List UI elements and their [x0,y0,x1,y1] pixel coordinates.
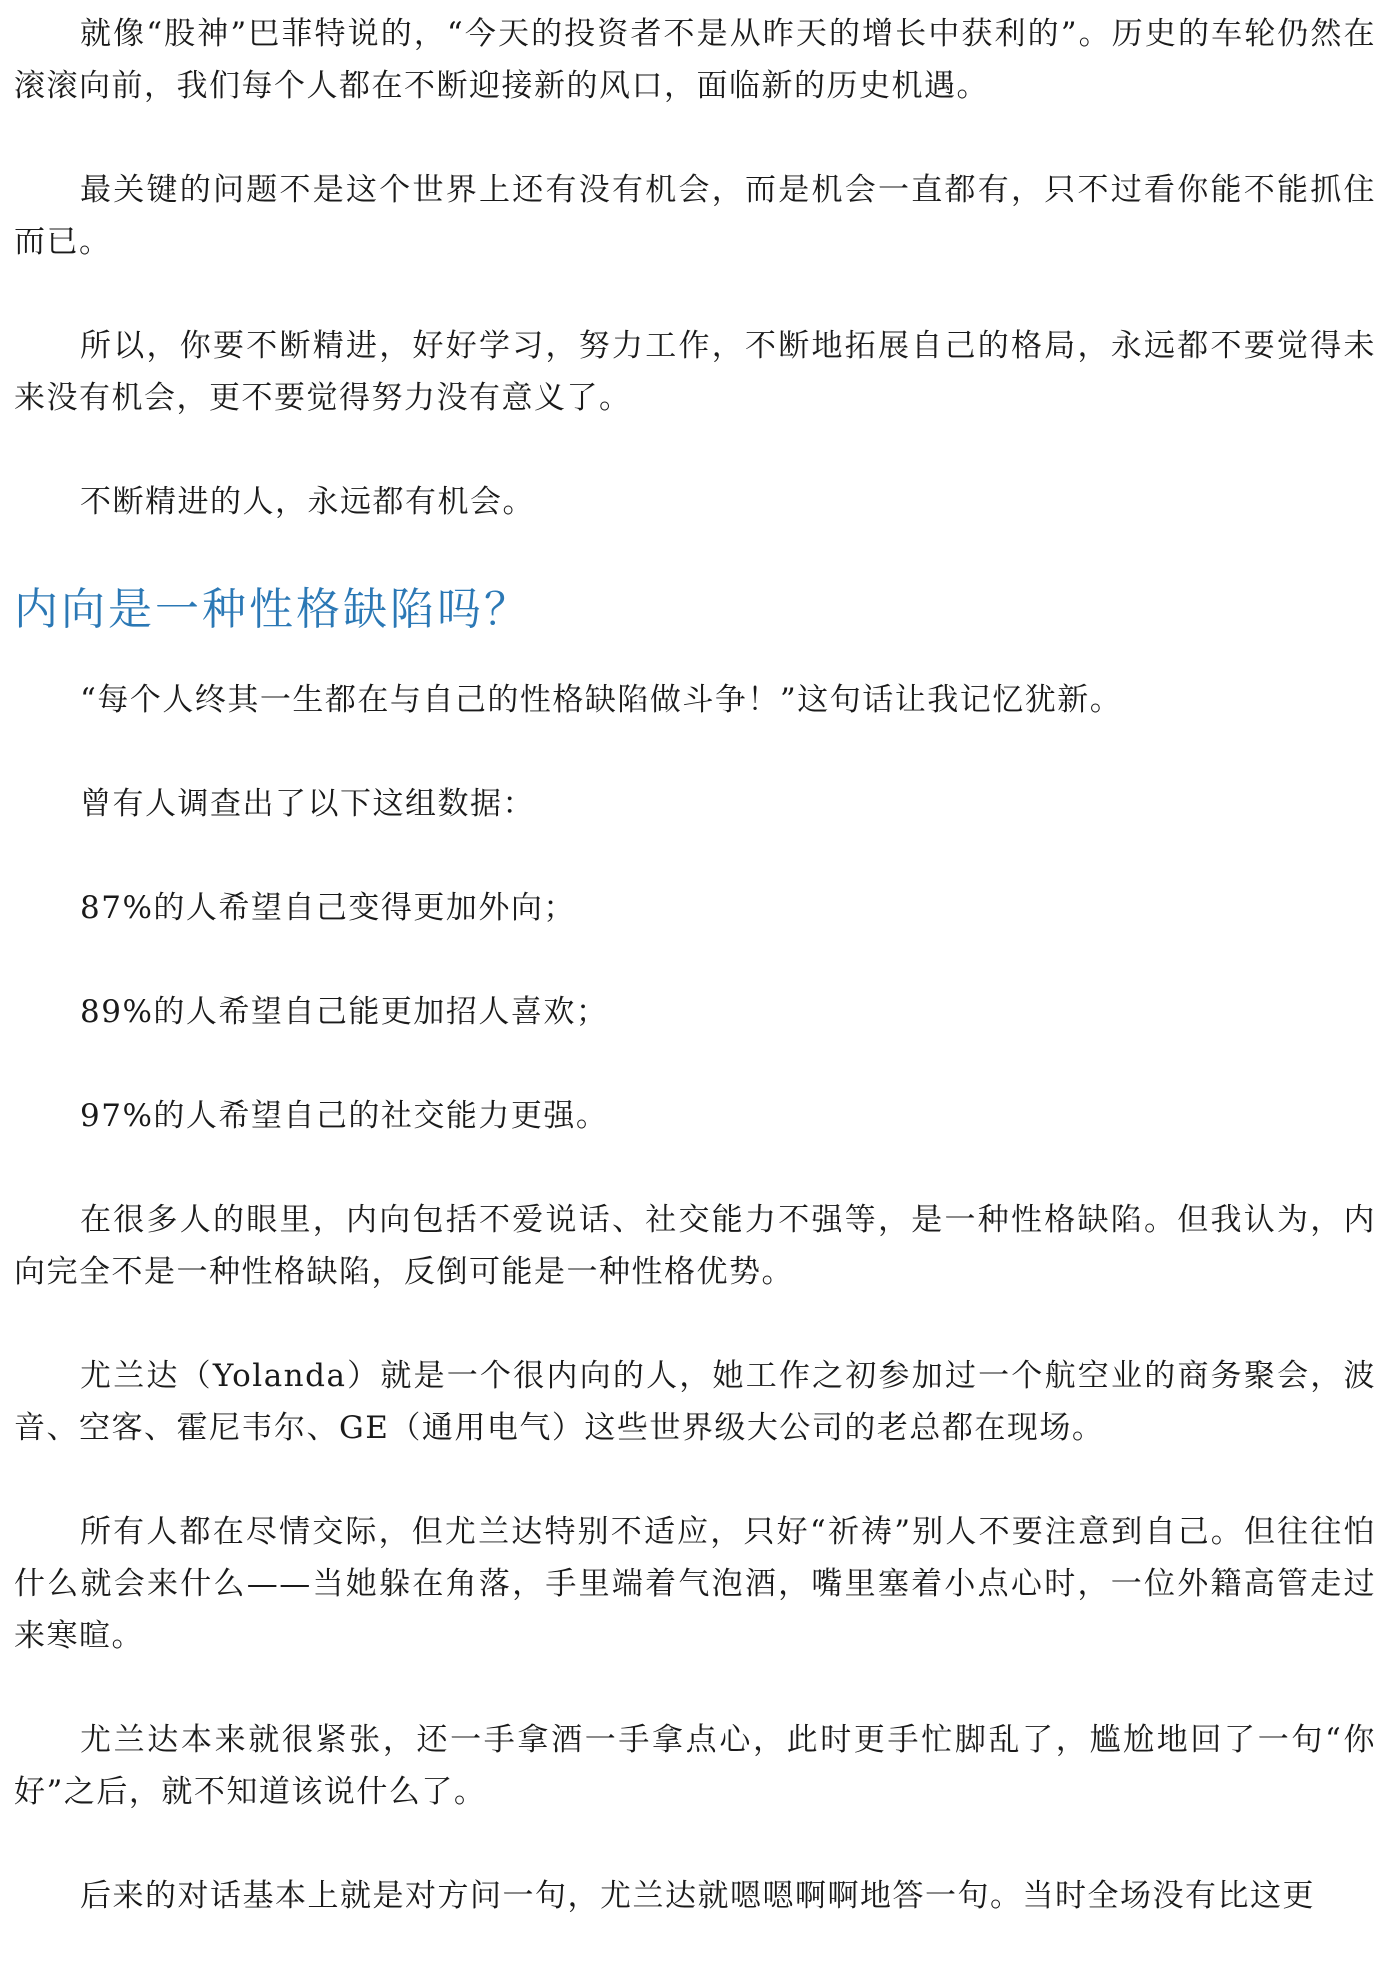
paragraph: 所以，你要不断精进，好好学习，努力工作，不断地拓展自己的格局，永远都不要觉得未来没有机会，更不要觉得努力没有意义了。 [14,328,1376,416]
paragraph: 所有人都在尽情交际，但尤兰达特别不适应，只好“祈祷”别人不要注意到自己。但往往怕什么就会来什么——当她躲在角落，手里端着气泡酒，嘴里塞着小点心时，一位外籍高管走过来寒暄。 [14,1514,1376,1654]
statistic-line: 87%的人希望自己变得更加外向； [80,890,576,926]
paragraph: 后来的对话基本上就是对方问一句，尤兰达就嗯嗯啊啊地答一句。当时全场没有比这更 [80,1878,1315,1914]
paragraph: 尤兰达本来就很紧张，还一手拿酒一手拿点心，此时更手忙脚乱了，尴尬地回了一句“你好”之后，就不知道该说什么了。 [14,1722,1376,1810]
statistic-line: 97%的人希望自己的社交能力更强。 [80,1098,609,1134]
paragraph: 在很多人的眼里，内向包括不爱说话、社交能力不强等，是一种性格缺陷。但我认为，内向完全不是一种性格缺陷，反倒可能是一种性格优势。 [14,1202,1376,1290]
paragraph: 就像“股神”巴菲特说的，“今天的投资者不是从昨天的增长中获利的”。历史的车轮仍然在滚滚向前，我们每个人都在不断迎接新的风口，面临新的历史机遇。 [14,16,1376,104]
paragraph: 曾有人调查出了以下这组数据： [80,786,535,822]
statistic-line: 89%的人希望自己能更加招人喜欢； [80,994,609,1030]
paragraph: 不断精进的人，永远都有机会。 [80,484,535,520]
section-heading: 内向是一种性格缺陷吗？ [14,584,531,635]
paragraph: 最关键的问题不是这个世界上还有没有机会，而是机会一直都有，只不过看你能不能抓住而已。 [14,172,1376,260]
paragraph: 尤兰达（Yolanda）就是一个很内向的人，她工作之初参加过一个航空业的商务聚会，波音、空客、霍尼韦尔、GE（通用电气）这些世界级大公司的老总都在现场。 [14,1358,1376,1446]
document-page [14,8,1376,1974]
paragraph: “每个人终其一生都在与自己的性格缺陷做斗争！”这句话让我记忆犹新。 [80,682,1123,718]
